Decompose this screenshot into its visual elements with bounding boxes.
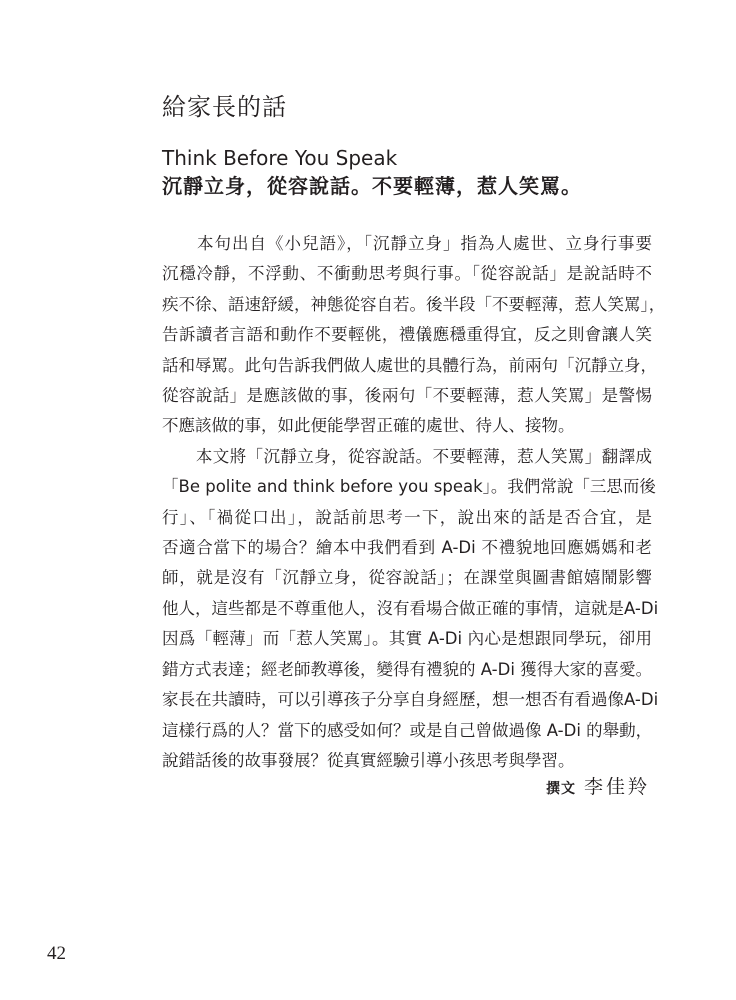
paragraph-1 bbox=[162, 229, 666, 442]
paragraph-line: 否適合當下的場合？繪本中我們看到 A-Di 不禮貌地回應媽媽和老 bbox=[162, 538, 652, 558]
paragraph-line: 本句出自《小兒語》，「沉靜立身」指為人處世、立身行事要 bbox=[162, 234, 652, 253]
author-name: 李佳羚 bbox=[583, 776, 650, 798]
subtitle-chinese: 沉靜立身，從容說話。不要輕薄，惹人笑罵。 bbox=[162, 174, 582, 198]
body-text bbox=[162, 229, 666, 776]
paragraph-line: 因爲「輕薄」而「惹人笑罵」。其實 A-Di 內心是想跟同學玩，卻用 bbox=[162, 629, 652, 649]
paragraph-line: 告訴讀者言語和動作不要輕佻，禮儀應穩重得宜，反之則會讓人笑 bbox=[162, 325, 652, 345]
paragraph-line: 疾不徐、語速舒緩，神態從容自若。後半段「不要輕薄，惹人笑罵」， bbox=[162, 294, 666, 314]
paragraph-line: 從容說話」是應該做的事，後兩句「不要輕薄，惹人笑罵」是警惕 bbox=[162, 386, 652, 406]
paragraph-line: 話和辱罵。此句告訴我們做人處世的具體行為，前兩句「沉靜立身， bbox=[162, 355, 657, 375]
page-number: 42 bbox=[47, 943, 66, 964]
paragraph-line: 行」、「禍從口出」，說話前思考一下，說出來的話是否合宜，是 bbox=[162, 507, 652, 527]
paragraph-line: 錯方式表達；經老師教導後，變得有禮貌的 A-Di 獲得大家的喜愛。 bbox=[162, 659, 653, 679]
paragraph-line: 他人，這些都是不尊重他人，沒有看場合做正確的事情，這就是A-Di bbox=[162, 598, 659, 618]
author-label: 撰文 bbox=[545, 781, 576, 797]
paragraph-line: 家長在共讀時，可以引導孩子分享自身經歷，想一想否有看過像A-Di bbox=[162, 690, 659, 710]
author-credit bbox=[546, 772, 650, 799]
paragraph-line: 本文將「沉靜立身，從容說話。不要輕薄，惹人笑罵」翻譯成 bbox=[162, 446, 652, 466]
paragraph-line: 「Be polite and think before you speak」。我們常說「三思而後 bbox=[162, 477, 656, 497]
paragraph-line: 沉穩冷靜，不浮動、不衝動思考與行事。「從容說話」是說話時不 bbox=[162, 264, 652, 284]
paragraph-line: 不應該做的事，如此便能學習正確的處世、待人、接物。 bbox=[162, 416, 575, 436]
subtitle-english: Think Before You Speak bbox=[162, 146, 398, 170]
paragraph-line: 師，就是沒有「沉靜立身，從容說話」；在課堂與圖書館嬉鬧影響 bbox=[162, 568, 652, 588]
paragraph-line: 這樣行爲的人？當下的感受如何？或是自己曾做過像 A-Di 的舉動， bbox=[162, 720, 653, 740]
paragraph-2 bbox=[162, 442, 659, 776]
paragraph-line: 說錯話後的故事發展？從真實經驗引導小孩思考與學習。 bbox=[162, 750, 575, 770]
section-title: 給家長的話 bbox=[162, 93, 287, 121]
